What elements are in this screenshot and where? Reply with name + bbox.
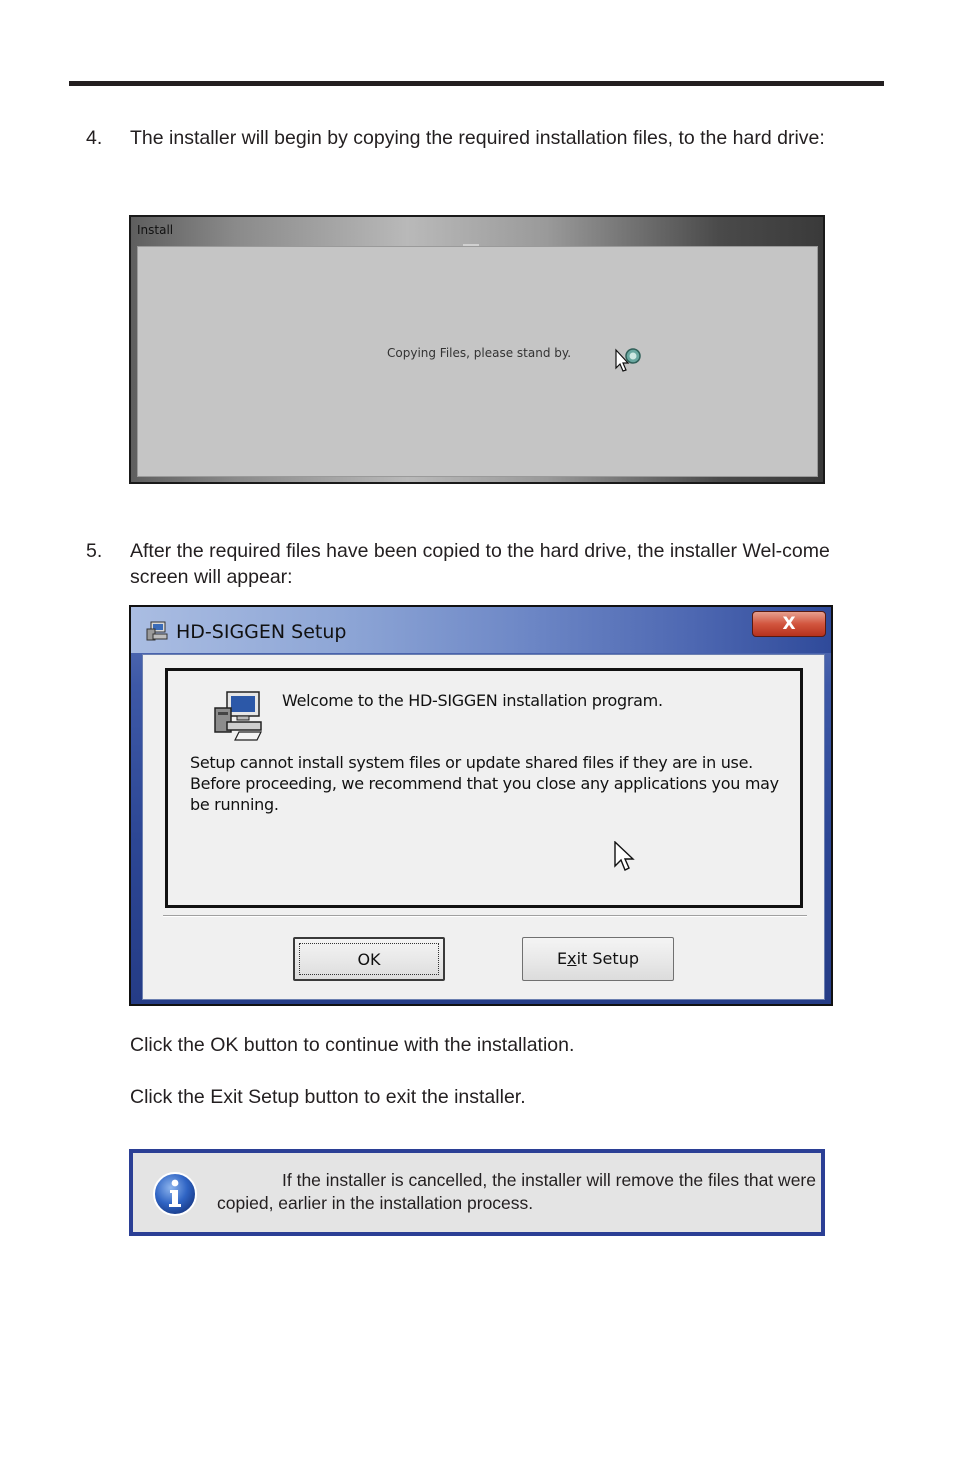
exit-label-pre: E	[557, 949, 568, 968]
install-window-title: Install	[137, 223, 174, 237]
top-rule	[69, 81, 884, 86]
step-number: 5.	[86, 540, 103, 562]
copying-files-message: Copying Files, please stand by.	[387, 346, 572, 360]
setup-dialog-client	[142, 654, 825, 1000]
ok-instruction: Click the OK button to continue with the installation.	[130, 1034, 575, 1056]
exit-setup-button[interactable]	[522, 937, 674, 981]
install-window-body	[137, 246, 818, 477]
setup-message-frame	[165, 668, 803, 908]
exit-label-post: it Setup	[576, 949, 639, 968]
setup-dialog-title: HD-SIGGEN Setup	[176, 621, 347, 643]
info-icon	[152, 1171, 198, 1222]
setup-dialog-screenshot	[129, 605, 833, 1006]
setup-titlebar	[131, 607, 831, 653]
exit-instruction: Click the Exit Setup button to exit the installer.	[130, 1086, 526, 1108]
ok-button[interactable]	[293, 937, 445, 981]
info-note	[129, 1149, 825, 1236]
step-5	[86, 538, 876, 598]
exit-label-accelerator: x	[567, 949, 577, 968]
install-window-screenshot	[129, 215, 825, 484]
note-message: If the installer is cancelled, the installer will remove the files that were copied, earlier in the installation process.	[217, 1170, 816, 1213]
step-text: After the required files have been copied to the hard drive, the installer Wel-come screen will appear:	[130, 540, 830, 588]
dialog-separator	[163, 915, 807, 917]
close-button[interactable]: X	[752, 611, 826, 637]
setup-warning-text: Setup cannot install system files or update shared files if they are in use. Before proceeding, we recommend that you close any applications you may be running.	[190, 753, 779, 814]
welcome-message: Welcome to the HD-SIGGEN installation program.	[282, 691, 663, 710]
setup-app-icon	[145, 620, 169, 647]
step-text: The installer will begin by copying the required installation files, to the hard drive:	[130, 127, 825, 149]
note-text	[217, 1169, 817, 1215]
step-4	[86, 125, 876, 185]
arrow-cursor-icon	[614, 841, 636, 878]
ok-button-label: OK	[357, 950, 381, 969]
step-number: 4.	[86, 127, 103, 149]
computer-setup-icon	[211, 690, 267, 747]
busy-cursor-icon	[614, 348, 648, 383]
